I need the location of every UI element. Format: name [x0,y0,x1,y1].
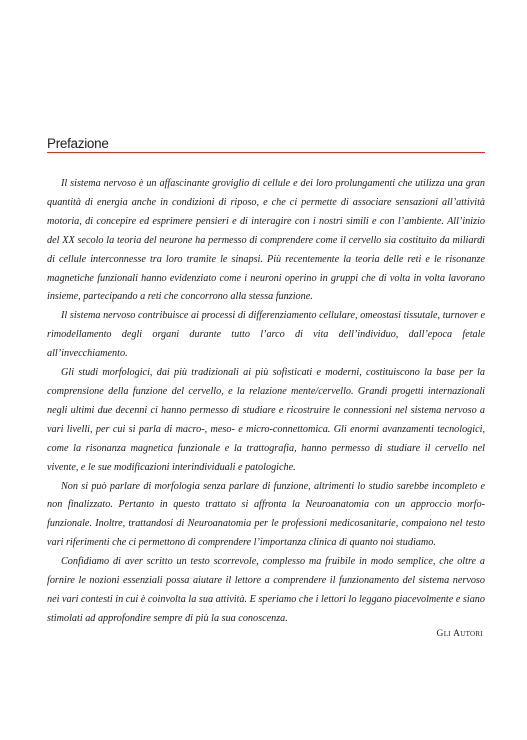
paragraph: Non si può parlare di morfologia senza parlare di funzione, altrimenti lo studio sarebbe incompleto e non finalizzato. Pertanto in questo trattato si affronta la Neuroanatomia con un approccio morfo-funzionale. Inoltre, trattandosi di Neuroanatomia per le professioni medicosanitarie, compaiono nel testo vari riferimenti che ci permettono di comprendere l’importanza clinica di quanto noi studiamo. [47,480,485,549]
page-title: Prefazione [47,136,109,151]
paragraph: Il sistema nervoso è un affascinante groviglio di cellule e dei loro prolungamenti che utilizza una gran quantità di energia anche in condizioni di riposo, e che ci permette di associare sensazioni all’attività motoria, di concepire ed esprimere pensieri e di interagire con i nostri simili e con l’ambiente. All’inizio del XX secolo la teoria del neurone ha permesso di comprendere come il cervello sia costituito da miliardi di cellule interconnesse tra loro tramite le sinapsi. Più recentemente la teoria delle reti e le risonanze magnetiche funzionali hanno evidenziato come i neuroni operino in gruppi che di volta in volta lavorano insieme, partecipando a reti che concorrono alla stessa funzione. [47,178,485,303]
paragraph: Gli studi morfologici, dai più tradizionali ai più sofisticati e moderni, costituiscono la base per la comprensione della funzione del cervello, e la relazione mente/cervello. Grandi progetti internazionali negli ultimi due decenni ci hanno permesso di studiare e ricostruire le connessioni nel sistema nervoso a vari livelli, per cui si parla di macro-, meso- e micro-connettomica. Gli enormi avanzamenti tecnologici, come la risonanza magnetica funzionale e la trattografia, hanno permesso di studiare il cervello nel vivente, e le sue modificazioni interindividuali e patologiche. [47,367,485,473]
preface-body [47,175,485,629]
title-divider [47,152,485,153]
signature: Gli Autori [436,629,483,639]
paragraph: Il sistema nervoso contribuisce ai processi di differenziamento cellulare, omeostasi tissutale, turnover e rimodellamento degli organi durante tutto l’arco di vita dell’individuo, dall’epoca fetale all’invecchiamento. [47,310,485,360]
paragraph: Confidiamo di aver scritto un testo scorrevole, complesso ma fruibile in modo semplice, che oltre a fornire le nozioni essenziali possa aiutare il lettore a comprendere il funzionamento del sistema nervoso nei vari contesti in cui è coinvolta la sua attività. E speriamo che i lettori lo leggano piacevolmente e siano stimolati ad approfondire sempre di più la sua conoscenza. [47,556,485,624]
